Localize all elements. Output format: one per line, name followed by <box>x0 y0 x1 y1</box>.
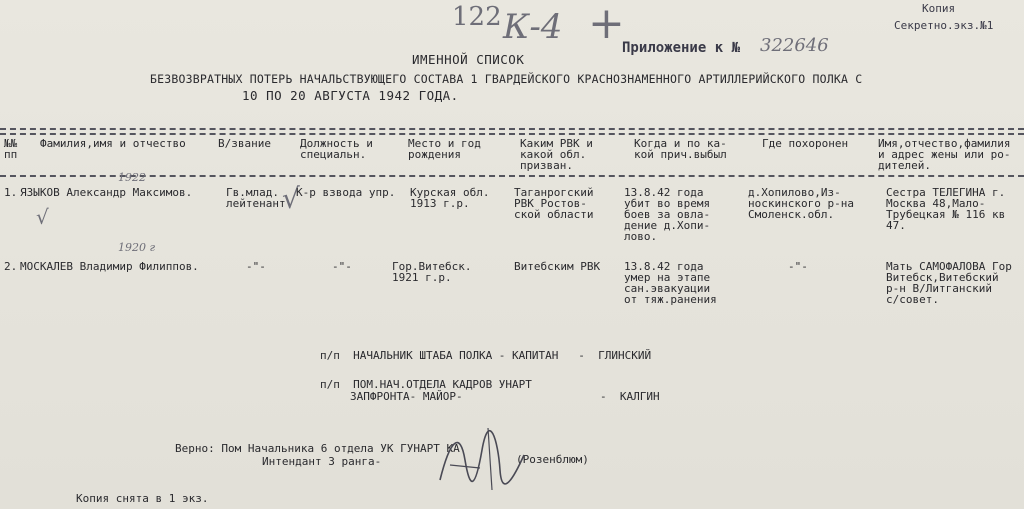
column-header-rank: В/звание <box>218 137 271 150</box>
verification-line1: Верно: Пом Начальника 6 отдела УК ГУНАРТ КА <box>175 442 460 455</box>
row1-rvk: Таганрогский РВК Ростов- ской области <box>514 186 594 221</box>
column-header-buried: Где похоронен <box>762 137 849 150</box>
row2-when: 13.8.42 года умер на этапе сан.эвакуации от тяж.ранения <box>624 260 717 306</box>
row2-number: 2. <box>4 260 18 273</box>
column-header-relative: Имя,отчество,фамилия и адрес жены или ро- дителей. <box>878 137 1011 172</box>
row2-handwritten-note: 1920 г <box>118 241 156 254</box>
appendix-number: 322646 <box>760 35 829 56</box>
secret-label: Секретно.экз.№1 <box>894 19 994 32</box>
row2-name: МОСКАЛЕВ Владимир Филиппов. <box>20 260 199 273</box>
column-header-number: №№ пп <box>4 137 18 161</box>
row1-rank: Гв.млад. лейтенант <box>226 186 286 210</box>
signature-personnel-line2: ЗАПФРОНТА- МАЙОР- <box>350 390 463 403</box>
verification-name: (Розенблюм) <box>516 453 589 466</box>
signature-personnel-line1: п/п ПОМ.НАЧ.ОТДЕЛА КАДРОВ УНАРТ <box>320 378 532 391</box>
table-header-rule <box>0 175 1024 177</box>
column-header-rvk: Каким РВК и какой обл. призван. <box>520 137 593 172</box>
document-subtitle-line2: 10 ПО 20 АВГУСТА 1942 ГОДА. <box>242 88 459 103</box>
appendix-label: Приложение к № <box>622 40 741 56</box>
handwritten-mark: К-4 <box>503 7 563 47</box>
row1-rank-check-mark: √ <box>282 182 300 215</box>
column-header-name: Фамилия,имя и отчество <box>40 137 186 150</box>
signature-personnel-name: - КАЛГИН <box>600 390 660 403</box>
row2-rank: -"- <box>246 260 266 273</box>
row2-buried: -"- <box>788 260 808 273</box>
table-top-rule <box>0 128 1024 130</box>
row1-birth: Курская обл. 1913 г.р. <box>410 186 490 210</box>
row1-position: К-р взвода упр. <box>296 186 396 199</box>
handwritten-number: 122 <box>452 2 502 32</box>
row1-buried: д.Хопилово,Из- носкинского р-на Смоленск.обл. <box>748 186 854 221</box>
footer-copy-note: Копия снята в 1 экз. <box>76 492 209 505</box>
row2-position: -"- <box>332 260 352 273</box>
row1-handwritten-note: 1922 <box>118 171 146 184</box>
document-title: ИМЕННОЙ СПИСОК <box>412 52 525 67</box>
handwritten-signature <box>420 420 530 495</box>
row1-number: 1. <box>4 186 18 199</box>
row2-rvk: Витебским РВК <box>514 260 601 273</box>
column-header-birth: Место и год рождения <box>408 137 481 161</box>
copy-label: Копия <box>922 2 956 15</box>
handwritten-cross: + <box>588 0 625 49</box>
row2-birth: Гор.Витебск. 1921 г.р. <box>392 260 472 284</box>
document-subtitle-line1: БЕЗВОЗВРАТНЫХ ПОТЕРЬ НАЧАЛЬСТВУЮЩЕГО СОСТАВА 1 ГВАРДЕЙСКОГО КРАСНОЗНАМЕННОГО АРТИЛЛЕРИЙСКОГО ПОЛКА С <box>150 72 863 86</box>
row1-relative: Сестра ТЕЛЕГИНА г. Москва 48,Мало- Трубецкая № 116 кв 47. <box>886 186 1006 232</box>
table-top-rule-2 <box>0 133 1024 135</box>
row1-when: 13.8.42 года убит во время боев за овла- дение д.Хопи- лово. <box>624 186 711 243</box>
column-header-when: Когда и по ка- кой прич.выбыл <box>634 137 727 161</box>
row1-check-mark: √ <box>36 205 49 229</box>
column-header-position: Должность и специальн. <box>300 137 373 161</box>
row2-relative: Мать САМОФАЛОВА Гор Витебск,Витебский р-н В/Литганский с/совет. <box>886 260 1012 306</box>
signature-chief-of-staff: п/п НАЧАЛЬНИК ШТАБА ПОЛКА - КАПИТАН - ГЛИНСКИЙ <box>320 349 652 362</box>
row1-name: ЯЗЫКОВ Александр Максимов. <box>20 186 193 199</box>
verification-line2: Интендант 3 ранга- <box>262 455 382 468</box>
